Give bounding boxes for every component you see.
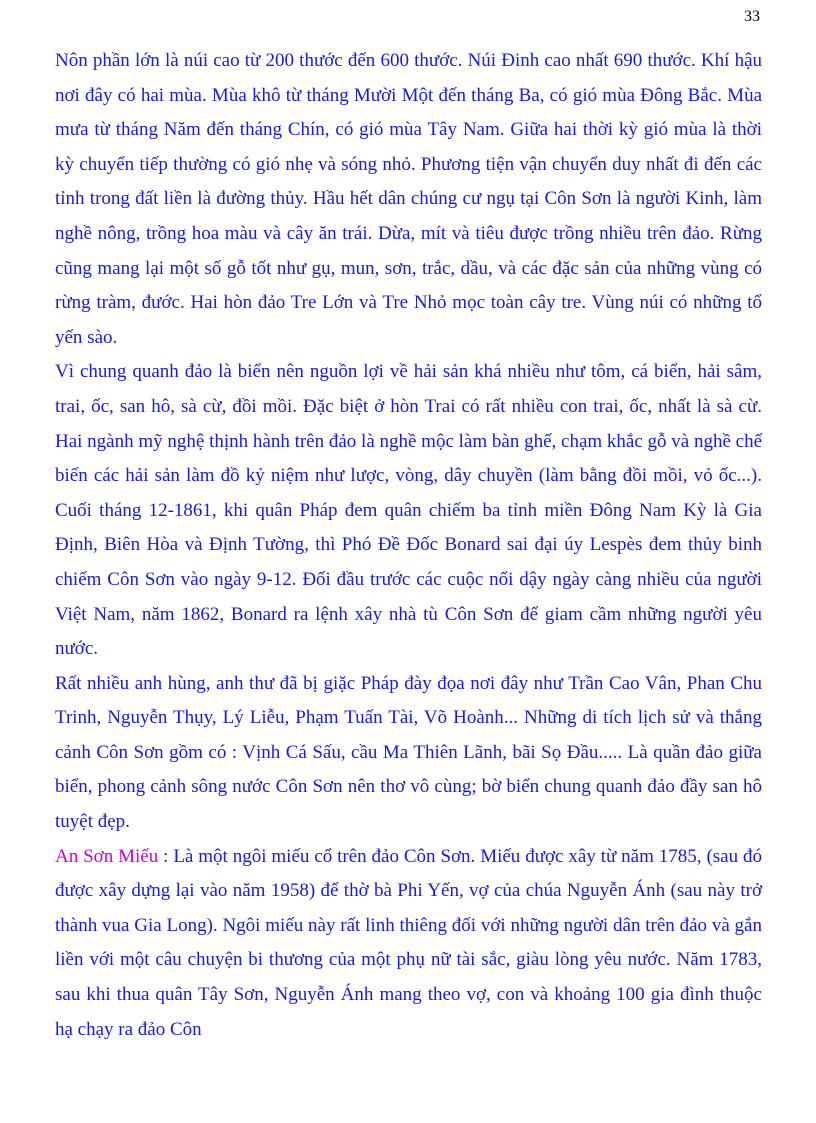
section-heading-an-son-mieu: An Sơn Miếu — [55, 845, 159, 867]
document-body — [55, 44, 762, 1047]
paragraph-2: Vì chung quanh đảo là biển nên nguồn lợi về hải sản khá nhiều như tôm, cá biển, hải sâm, trai, ốc, san hô, sà cừ, đồi mồi. Đặc biệt ở hòn Trai có rất nhiều con trai, ốc, nhất là sà cừ. Hai ngành mỹ nghệ thịnh hành trên đảo là nghề mộc làm bàn ghế, chạm khắc gỗ và nghề chế biến các hải sản làm đồ kỷ niệm như lược, vòng, dây chuyền (làm bằng đồi mồi, vỏ ốc...). Cuối tháng 12-1861, khi quân Pháp đem quân chiếm ba tỉnh miền Đông Nam Kỳ là Gia Định, Biên Hòa và Định Tường, thì Phó Đề Đốc Bonard sai đại úy Lespès đem thủy binh chiếm Côn Sơn vào ngày 9-12. Đối đầu trước các cuộc nổi dậy ngày càng nhiều của người Việt Nam, năm 1862, Bonard ra lệnh xây nhà tù Côn Sơn để giam cầm những người yêu nước. — [55, 361, 762, 660]
paragraph-1: Nôn phần lớn là núi cao từ 200 thước đến 600 thước. Núi Đinh cao nhất 690 thước. Khí hậu nơi đây có hai mùa. Mùa khô từ tháng Mười Một đến tháng Ba, có gió mùa Đông Bắc. Mùa mưa từ tháng Năm đến tháng Chín, có gió mùa Tây Nam. Giữa hai thời kỳ gió mùa là thời kỳ chuyển tiếp thường có gió nhẹ và sóng nhỏ. Phương tiện vận chuyển duy nhất đi đến các tỉnh trong đất liền là đường thủy. Hầu hết dân chúng cư ngụ tại Côn Sơn là người Kinh, làm nghề nông, trồng hoa màu và cây ăn trái. Dừa, mít và tiêu được trồng nhiều trên đảo. Rừng cũng mang lại một số gỗ tốt như gụ, mun, sơn, trắc, dầu, và các đặc sản của những vùng có rừng tràm, đước. Hai hòn đảo Tre Lớn và Tre Nhỏ mọc toàn cây tre. Vùng núi có những tổ yến sào. — [55, 50, 762, 348]
page-number: 33 — [744, 8, 760, 25]
paragraph-4 — [55, 840, 762, 1048]
paragraph-3: Rất nhiều anh hùng, anh thư đã bị giặc Pháp đày đọa nơi đây như Trần Cao Vân, Phan Chu Trinh, Nguyễn Thụy, Lý Liễu, Phạm Tuấn Tài, Võ Hoành... Những di tích lịch sử và thắng cảnh Côn Sơn gồm có : Vịnh Cá Sấu, cầu Ma Thiên Lãnh, bãi Sọ Đầu..... Là quần đảo giữa biển, phong cảnh sông nước Côn Sơn nên thơ vô cùng; bờ biển chung quanh đảo đầy san hô tuyệt đẹp. — [55, 672, 762, 833]
paragraph-4-text: : Là một ngôi miếu cổ trên đảo Côn Sơn. Miếu được xây từ năm 1785, (sau đó được xây dựng lại vào năm 1958) để thờ bà Phi Yến, vợ của chúa Nguyễn Ánh (sau này trở thành vua Gia Long). Ngôi miếu này rất linh thiêng đối với những người dân trên đảo và gắn liền với một câu chuyện bi thương của một phụ nữ tài sắc, giàu lòng yêu nước. Năm 1783, sau khi thua quân Tây Sơn, Nguyễn Ánh mang theo vợ, con và khoảng 100 gia đình thuộc hạ chạy ra đảo Côn — [55, 845, 762, 1040]
